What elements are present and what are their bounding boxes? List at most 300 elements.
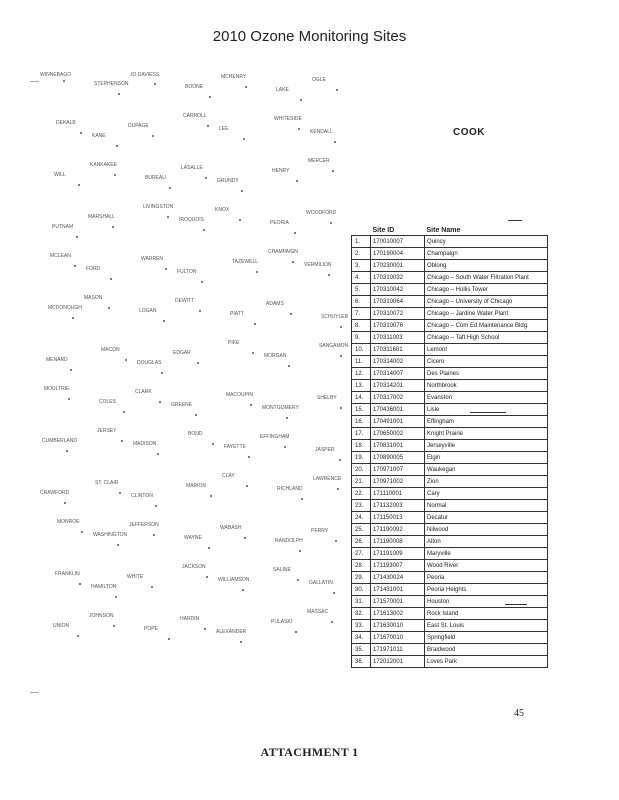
site-name: Decatur [425,512,548,524]
county-label: JEFFERSON [129,522,159,528]
site-id: 171110001 [371,488,425,500]
county-label: PEORIA [270,220,289,226]
site-marker [335,540,337,542]
scan-edge-mark [30,81,39,82]
site-marker [151,586,153,588]
county-label: CARROLL [183,113,207,119]
site-marker [64,502,66,504]
site-name: Cicero [425,356,548,368]
county-label: SCHUYLER [321,314,349,320]
site-id: 171431001 [371,584,425,596]
site-marker [240,641,242,643]
site-name: Loves Park [425,656,548,668]
county-label: LEE [219,126,229,132]
site-marker [125,359,127,361]
site-marker [167,216,169,218]
site-marker [123,411,125,413]
site-id: 170310072 [371,308,425,320]
county-label: FULTON [177,269,197,275]
table-row [352,248,548,260]
county-label: WHITE [127,574,144,580]
site-marker [210,495,212,497]
site-number: 9. [352,332,371,344]
table-row [352,440,548,452]
table-row [352,512,548,524]
site-marker [76,236,78,238]
site-name: Braidwood [425,644,548,656]
county-label: KANE [92,133,106,139]
county-label: JERSEY [97,428,117,434]
site-marker [340,326,342,328]
site-number: 15. [352,404,371,416]
site-number: 22. [352,488,371,500]
site-id: 170010007 [371,236,425,248]
county-label: MORGAN [264,353,287,359]
table-row [352,368,548,380]
site-marker [116,145,118,147]
site-marker [252,352,254,354]
site-id: 170491001 [371,416,425,428]
table-row [352,428,548,440]
site-marker [333,592,335,594]
site-number: 13. [352,380,371,392]
county-label: IROQUOIS [179,217,205,223]
site-marker [208,547,210,549]
site-marker [295,631,297,633]
county-label: MONROE [57,519,80,525]
site-marker [246,485,248,487]
table-row [352,296,548,308]
site-number: 33. [352,620,371,632]
site-marker [63,80,65,82]
site-name: Zion [425,476,548,488]
county-label: LASALLE [181,165,203,171]
site-number: 1. [352,236,371,248]
site-marker [79,583,81,585]
county-label: WILL [54,172,66,178]
site-name: Houston [425,596,548,608]
site-marker [168,638,170,640]
site-id: 171630010 [371,620,425,632]
stray-mark [508,220,522,221]
site-number: 27. [352,548,371,560]
table-row [352,488,548,500]
site-marker [117,544,119,546]
site-id: 170314007 [371,368,425,380]
site-marker [337,488,339,490]
site-name: Chicago – Com Ed Maintenance Bldg. [425,320,548,332]
site-marker [207,125,209,127]
site-name: Elgin [425,452,548,464]
table-row [352,608,548,620]
site-id: 171613002 [371,608,425,620]
site-id: 171190008 [371,536,425,548]
site-number: 12. [352,368,371,380]
stray-mark [470,412,506,413]
county-label: MERCER [308,158,330,164]
site-marker [203,229,205,231]
county-label: JO DAVIESS [130,72,160,78]
site-number: 19. [352,452,371,464]
site-name: Evanston [425,392,548,404]
site-name: Maryville [425,548,548,560]
county-label: CLARK [135,389,152,395]
site-name: Wood River [425,560,548,572]
site-marker [288,365,290,367]
site-id: 170311601 [371,344,425,356]
site-marker [300,99,302,101]
county-label: SANGAMON [319,343,349,349]
county-label: UNION [53,623,70,629]
county-label: FRANKLIN [55,571,80,577]
county-label: BOND [188,431,203,437]
table-row [352,596,548,608]
county-label: EDGAR [173,350,191,356]
site-marker [290,313,292,315]
site-marker [78,184,80,186]
site-id: 170310032 [371,272,425,284]
table-row [352,356,548,368]
site-number: 24. [352,512,371,524]
site-id: 170971002 [371,476,425,488]
county-label: WABASH [220,525,242,531]
county-label: WHITESIDE [274,116,302,122]
site-id: 171191009 [371,548,425,560]
site-marker [159,401,161,403]
attachment-label: ATTACHMENT 1 [260,745,359,759]
site-marker [294,232,296,234]
site-number: 25. [352,524,371,536]
table-row [352,260,548,272]
site-number: 3. [352,260,371,272]
site-number: 32. [352,608,371,620]
county-label: ST. CLAIR [95,480,119,486]
county-label: MENARD [46,357,68,363]
table-row [352,272,548,284]
column-header-site-id: Site ID [371,226,425,236]
site-id: 171193007 [371,560,425,572]
table-row [352,656,548,668]
county-label: OGLE [312,77,326,83]
site-marker [243,138,245,140]
site-number: 16. [352,416,371,428]
site-id: 170831001 [371,440,425,452]
site-marker [331,621,333,623]
county-label: MACON [101,347,120,353]
site-marker [334,141,336,143]
table-row [352,644,548,656]
site-id: 172012001 [371,656,425,668]
site-marker [301,498,303,500]
site-number: 23. [352,500,371,512]
county-label: WASHINGTON [93,532,128,538]
county-label: PULASKI [271,619,293,625]
site-marker [336,89,338,91]
site-number: 18. [352,440,371,452]
site-marker [115,596,117,598]
site-marker [199,310,201,312]
county-label: RANDOLPH [275,538,303,544]
county-label: TAZEWELL [232,259,259,265]
county-label: LAKE [276,87,289,93]
site-name: Cary [425,488,548,500]
site-marker [114,174,116,176]
table-row [352,476,548,488]
site-name: Rock Island [425,608,548,620]
site-name: Peoria [425,572,548,584]
site-name: Nilwood [425,524,548,536]
site-marker [118,93,120,95]
stray-mark [505,604,527,605]
site-marker [112,226,114,228]
county-label: BOONE [185,84,204,90]
site-marker [205,177,207,179]
site-marker [197,362,199,364]
site-marker [244,537,246,539]
site-id: 170317002 [371,392,425,404]
site-name: Chicago – Hollis Tower [425,284,548,296]
county-label: STEPHENSON [94,81,129,87]
county-label: GRUNDY [217,178,239,184]
county-label: WARREN [141,256,164,262]
table-row [352,416,548,428]
site-marker [110,278,112,280]
county-label: GREENE [171,402,193,408]
site-marker [163,320,165,322]
site-name: Springfield [425,632,548,644]
site-marker [250,404,252,406]
county-label: VERMILION [304,262,332,268]
site-marker [254,323,256,325]
site-number: 36. [352,656,371,668]
county-label: KNOX [215,207,230,213]
site-marker [297,579,299,581]
site-name: Oblong [425,260,548,272]
site-name: Jerseyville [425,440,548,452]
site-number: 5. [352,284,371,296]
site-id: 170890005 [371,452,425,464]
site-number: 35. [352,644,371,656]
county-label: KANKAKEE [90,162,117,168]
column-header-site-name: Site Name [425,226,548,236]
site-marker [206,576,208,578]
scan-edge-mark [30,692,39,693]
county-label: LIVINGSTON [143,204,174,210]
site-marker [245,86,247,88]
site-id: 170436001 [371,404,425,416]
site-name: Quincy [425,236,548,248]
site-marker [72,317,74,319]
county-label: PERRY [311,528,329,534]
county-label: RICHLAND [277,486,303,492]
table-row [352,560,548,572]
site-number: 31. [352,596,371,608]
site-marker [339,459,341,461]
county-label: WILLIAMSON [218,577,250,583]
table-row [352,380,548,392]
table-row [352,308,548,320]
county-label: FAYETTE [224,444,246,450]
site-name: Lemont [425,344,548,356]
site-number: 34. [352,632,371,644]
site-marker [152,135,154,137]
site-marker [204,628,206,630]
site-marker [165,268,167,270]
site-name: Chicago – University of Chicago [425,296,548,308]
site-marker [195,414,197,416]
site-id: 170311003 [371,332,425,344]
site-name: Chicago – Jardine Water Plant [425,308,548,320]
county-label: CLINTON [131,493,153,499]
site-name: Chicago – South Water Filtration Plant [425,272,548,284]
county-label: COLES [99,399,116,405]
table-row [352,344,548,356]
site-number: 4. [352,272,371,284]
county-label: MCLEAN [50,253,71,259]
site-marker [108,307,110,309]
site-number: 2. [352,248,371,260]
site-marker [169,187,171,189]
site-name: East St. Louis [425,620,548,632]
site-marker [248,456,250,458]
county-label: MOULTRIE [44,386,70,392]
site-number: 20. [352,464,371,476]
county-label: DUPAGE [128,123,149,129]
county-label: SHELBY [317,395,337,401]
site-marker [113,625,115,627]
site-marker [292,261,294,263]
site-name: Alton [425,536,548,548]
county-label: WAYNE [184,535,202,541]
site-id: 171190092 [371,524,425,536]
site-marker [209,96,211,98]
site-number: 6. [352,296,371,308]
site-name: Northbrook [425,380,548,392]
site-id: 170310076 [371,320,425,332]
table-row [352,584,548,596]
site-marker [286,417,288,419]
table-row [352,236,548,248]
county-label: WINNEBAGO [40,72,72,78]
site-marker [155,505,157,507]
site-id: 170190004 [371,248,425,260]
table-row [352,452,548,464]
site-marker [239,219,241,221]
county-label: DEWITT [175,298,195,304]
site-id: 171132003 [371,500,425,512]
site-name: Knight Prairie [425,428,548,440]
monitoring-sites-table [351,226,548,668]
site-id: 171430024 [371,572,425,584]
site-marker [340,355,342,357]
site-marker [241,190,243,192]
county-label: JOHNSON [89,613,114,619]
table-row [352,320,548,332]
county-label: DOUGLAS [137,360,162,366]
county-label: FORD [86,266,101,272]
county-label: CUMBERLAND [42,438,78,444]
site-number: 8. [352,320,371,332]
site-marker [299,550,301,552]
county-label: JASPER [315,447,335,453]
county-label: HAMILTON [91,584,117,590]
county-label: MARSHALL [88,214,115,220]
site-id: 170314201 [371,380,425,392]
site-marker [284,446,286,448]
county-label: LAWRENCE [313,476,342,482]
site-number: 10. [352,344,371,356]
county-label: CLAY [222,473,235,479]
site-marker [77,635,79,637]
site-marker [80,132,82,134]
table-row [352,548,548,560]
county-label: ALEXANDER [216,629,247,635]
site-name: Normal [425,500,548,512]
site-marker [119,492,121,494]
county-label: GALLATIN [309,580,333,586]
county-label: HARDIN [180,616,200,622]
county-label: WOODFORD [306,210,337,216]
table-row [352,632,548,644]
site-id: 171670010 [371,632,425,644]
site-number: 29. [352,572,371,584]
county-label-cook: COOK [453,127,485,138]
site-number: 14. [352,392,371,404]
site-number: 30. [352,584,371,596]
site-marker [74,265,76,267]
site-marker [298,128,300,130]
county-label: CRAWFORD [40,490,70,496]
site-marker [66,450,68,452]
county-label: PUTNAM [52,224,74,230]
county-label: MARION [186,483,206,489]
site-id: 170310064 [371,296,425,308]
county-label: ADAMS [266,301,284,307]
site-number: 21. [352,476,371,488]
site-marker [81,531,83,533]
site-id: 170971007 [371,464,425,476]
site-number: 7. [352,308,371,320]
site-marker [70,369,72,371]
site-id: 170314002 [371,356,425,368]
table-row [352,500,548,512]
site-marker [212,443,214,445]
county-label: PIATT [230,311,244,317]
county-label: KENDALL [310,129,333,135]
site-marker [340,407,342,409]
county-label: MASSAC [307,609,329,615]
county-label: MCDONOUGH [48,305,82,311]
table-row [352,620,548,632]
site-name: Chicago – Taft High School [425,332,548,344]
site-id: 170310042 [371,284,425,296]
site-name: Effingham [425,416,548,428]
site-marker [161,372,163,374]
table-row [352,284,548,296]
page-title: 2010 Ozone Monitoring Sites [212,28,407,45]
site-number: 11. [352,356,371,368]
county-label: BUREAU [145,175,166,181]
site-name: Lisle [425,404,548,416]
county-label: LOGAN [139,308,157,314]
site-name: Waukegan [425,464,548,476]
county-label: CHAMPAIGN [268,249,298,255]
county-label: EFFINGHAM [260,434,290,440]
site-id: 171150013 [371,512,425,524]
county-label: PIKE [228,340,240,346]
site-id: 170650002 [371,428,425,440]
illinois-map [40,72,360,672]
